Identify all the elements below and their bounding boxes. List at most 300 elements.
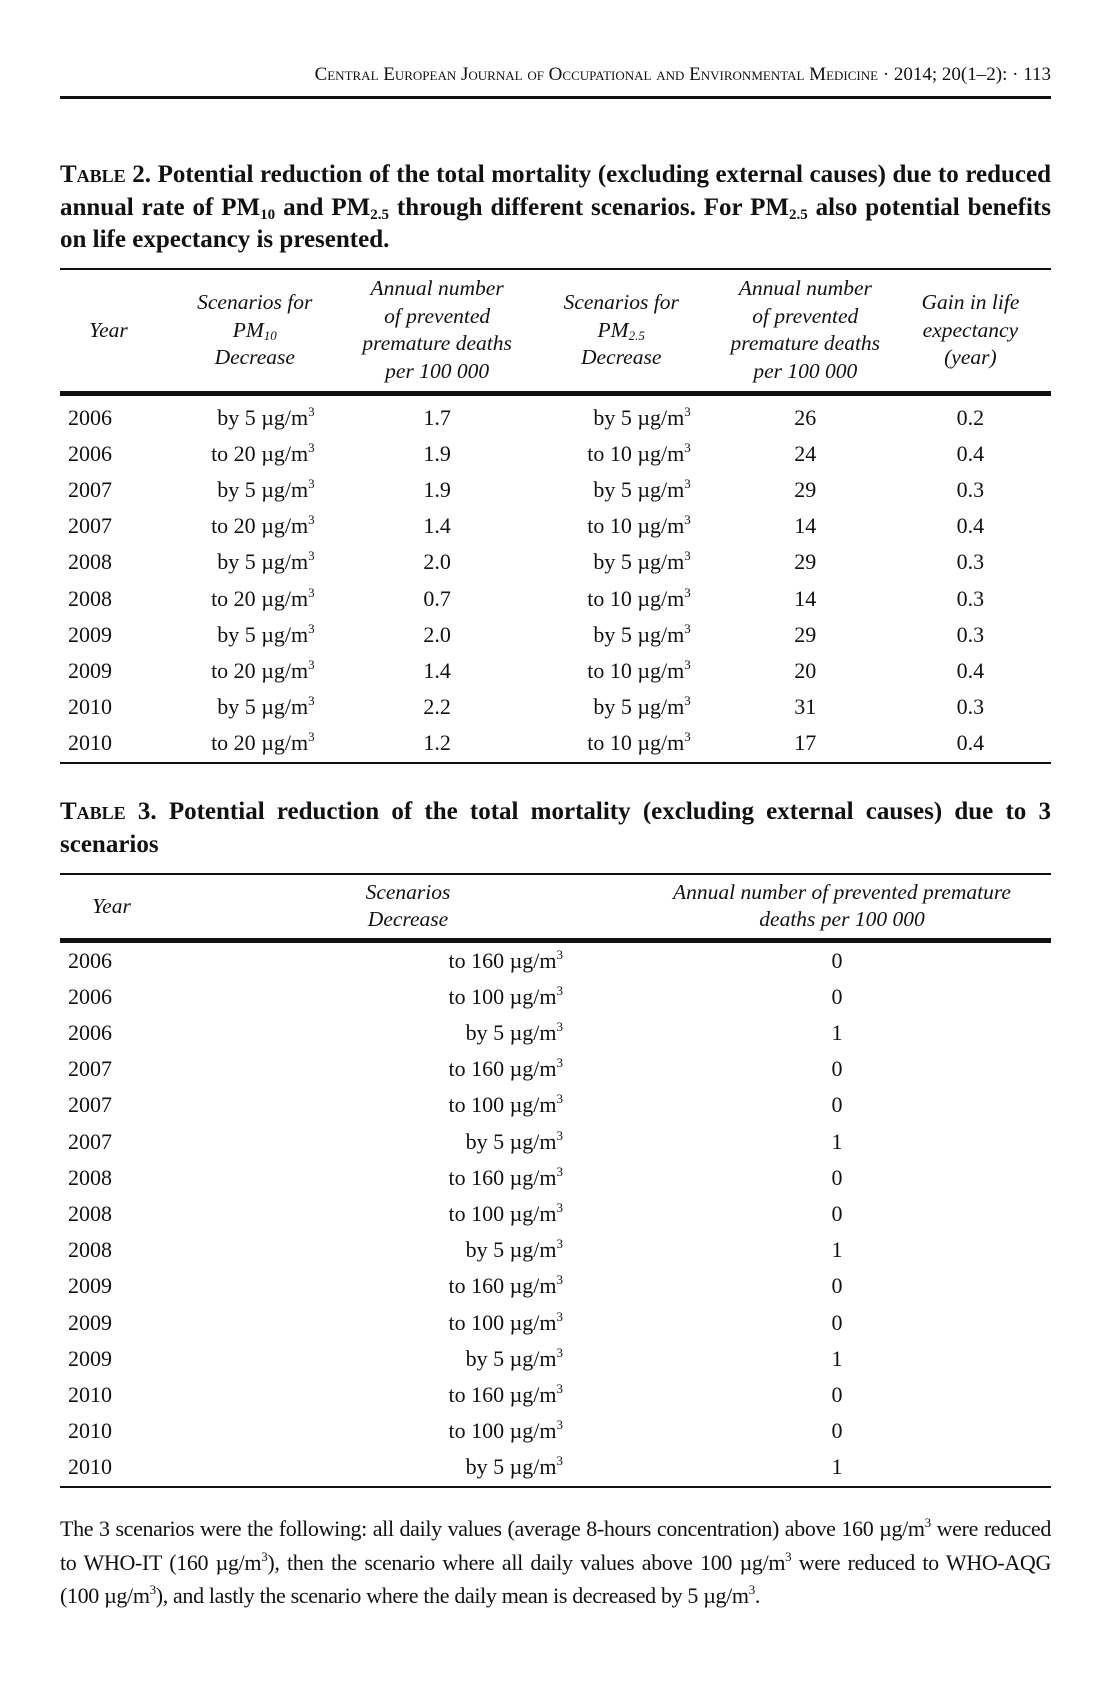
scenario-value: to 160 bbox=[448, 1381, 510, 1407]
value: 0.3 bbox=[956, 585, 985, 611]
footnote-text: The 3 scenarios were the following: all daily values (average 8-hours concentration) above 160 µg/m bbox=[60, 1516, 925, 1541]
year: 2010 bbox=[68, 730, 112, 756]
journal-name: Central European Journal of Occupational and Environmental Medicine bbox=[314, 64, 879, 85]
table-row bbox=[60, 689, 1051, 725]
deaths-cell bbox=[563, 1232, 1051, 1268]
value: 1 bbox=[831, 1019, 843, 1045]
value: 1.4 bbox=[423, 657, 451, 683]
year-cell bbox=[60, 689, 157, 725]
header-text: Scenarios for bbox=[197, 290, 313, 314]
pm25-deaths-cell bbox=[721, 689, 890, 725]
unit: µg/m bbox=[261, 476, 309, 502]
deaths-cell bbox=[563, 1051, 1051, 1087]
value: 0 bbox=[831, 1056, 843, 1082]
scenario-value: by 5 bbox=[465, 1345, 510, 1371]
unit: µg/m bbox=[509, 983, 557, 1009]
unit-exponent: 3 bbox=[684, 548, 691, 564]
scenario-value: to 10 bbox=[587, 585, 638, 611]
header-rule bbox=[60, 96, 1051, 99]
scenario-value: by 5 bbox=[217, 694, 262, 720]
unit: µg/m bbox=[509, 1345, 557, 1371]
value: 1 bbox=[831, 1237, 843, 1263]
unit-exponent: 3 bbox=[684, 656, 691, 672]
header-text: (year) bbox=[944, 345, 997, 369]
deaths-cell bbox=[563, 1087, 1051, 1123]
year-cell bbox=[60, 544, 157, 580]
unit: µg/m bbox=[637, 621, 685, 647]
unit: µg/m bbox=[637, 585, 685, 611]
value: 29 bbox=[794, 621, 817, 647]
scenario-value: to 10 bbox=[587, 730, 638, 756]
scenario-value: by 5 bbox=[465, 1237, 510, 1263]
col-year-header bbox=[60, 874, 163, 940]
value: 0 bbox=[831, 1309, 843, 1335]
pm10-scenario-cell bbox=[157, 689, 353, 725]
unit: µg/m bbox=[261, 404, 309, 430]
table3-label: Table 3. bbox=[60, 798, 157, 825]
superscript: 3 bbox=[785, 1548, 792, 1564]
table-row bbox=[60, 1160, 1051, 1196]
year-cell bbox=[60, 1124, 163, 1160]
table-row bbox=[60, 1449, 1051, 1486]
pm25-scenario-cell bbox=[522, 393, 721, 436]
pm10-scenario-cell bbox=[157, 544, 353, 580]
pm25-deaths-cell bbox=[721, 725, 890, 762]
unit-exponent: 3 bbox=[684, 439, 691, 455]
unit-exponent: 3 bbox=[556, 946, 563, 962]
unit: µg/m bbox=[261, 730, 309, 756]
unit: µg/m bbox=[261, 440, 309, 466]
pm10-scenario-cell bbox=[157, 472, 353, 508]
scenario-value: by 5 bbox=[465, 1128, 510, 1154]
year-cell bbox=[60, 1232, 163, 1268]
gain-cell bbox=[890, 508, 1051, 544]
header-text: of prevented bbox=[752, 303, 859, 328]
unit: µg/m bbox=[261, 694, 309, 720]
scenario-cell bbox=[163, 1268, 563, 1304]
unit-exponent: 3 bbox=[556, 1018, 563, 1034]
year: 2006 bbox=[68, 1019, 112, 1045]
pm10-deaths-cell bbox=[353, 689, 522, 725]
table-row bbox=[60, 1341, 1051, 1377]
year-cell bbox=[60, 617, 157, 653]
unit-exponent: 3 bbox=[308, 475, 315, 491]
scenario-value: to 20 bbox=[211, 585, 262, 611]
year: 2010 bbox=[68, 1418, 112, 1444]
scenario-cell bbox=[163, 1377, 563, 1413]
year: 2008 bbox=[68, 549, 112, 575]
year-cell bbox=[60, 393, 157, 436]
pm10-deaths-cell bbox=[353, 544, 522, 580]
value: 0 bbox=[831, 983, 843, 1009]
scenario-value: to 160 bbox=[448, 1056, 510, 1082]
col-year-header bbox=[60, 269, 157, 393]
value: 0 bbox=[831, 1200, 843, 1226]
scenario-value: by 5 bbox=[217, 476, 262, 502]
value: 1.4 bbox=[423, 513, 451, 539]
scenario-value: by 5 bbox=[593, 621, 638, 647]
year-cell bbox=[60, 1015, 163, 1051]
unit-exponent: 3 bbox=[556, 1453, 563, 1469]
year-cell bbox=[60, 1413, 163, 1449]
pm10-deaths-cell bbox=[353, 508, 522, 544]
unit: µg/m bbox=[261, 549, 309, 575]
table-row bbox=[60, 1232, 1051, 1268]
year: 2007 bbox=[68, 476, 112, 502]
table-row bbox=[60, 1413, 1051, 1449]
table3-caption bbox=[60, 796, 1051, 861]
unit-exponent: 3 bbox=[556, 1199, 563, 1215]
table-row bbox=[60, 1051, 1051, 1087]
scenario-value: to 100 bbox=[448, 983, 510, 1009]
value: 20 bbox=[794, 657, 817, 683]
deaths-cell bbox=[563, 1196, 1051, 1232]
unit: µg/m bbox=[637, 549, 685, 575]
scenario-cell bbox=[163, 1124, 563, 1160]
deaths-cell bbox=[563, 1268, 1051, 1304]
scenario-value: to 20 bbox=[211, 730, 262, 756]
pm10-scenario-cell bbox=[157, 581, 353, 617]
pm10-deaths-cell bbox=[353, 393, 522, 436]
year: 2006 bbox=[68, 983, 112, 1009]
col-scenario-header bbox=[163, 874, 563, 940]
value: 0.4 bbox=[956, 513, 985, 539]
scenario-value: to 20 bbox=[211, 513, 262, 539]
running-head bbox=[60, 64, 1051, 86]
unit-exponent: 3 bbox=[556, 1272, 563, 1288]
pm10-scenario-cell bbox=[157, 508, 353, 544]
header-text: Gain in life bbox=[921, 290, 1020, 314]
table2-header-row bbox=[60, 269, 1051, 393]
unit-exponent: 3 bbox=[556, 1091, 563, 1107]
unit-exponent: 3 bbox=[684, 403, 691, 419]
header-text: Annual number bbox=[738, 276, 872, 301]
caption-text: and PM bbox=[275, 193, 371, 221]
scenario-value: by 5 bbox=[465, 1019, 510, 1045]
year: 2006 bbox=[68, 440, 112, 466]
value: 0 bbox=[831, 1164, 843, 1190]
gain-cell bbox=[890, 544, 1051, 580]
table-row bbox=[60, 617, 1051, 653]
unit-exponent: 3 bbox=[556, 1308, 563, 1324]
footnote-text: were reduced to WHO-AQG (100 µg/m bbox=[60, 1549, 1052, 1608]
year-cell bbox=[60, 979, 163, 1015]
pm25-scenario-cell bbox=[522, 544, 721, 580]
value: 14 bbox=[794, 585, 817, 611]
caption-text: also potential benefits on life expectancy is presented. bbox=[60, 193, 1051, 253]
pm10-scenario-cell bbox=[157, 393, 353, 436]
unit-exponent: 3 bbox=[684, 475, 691, 491]
subscript: 2.5 bbox=[628, 327, 645, 343]
header-text: expectancy bbox=[922, 317, 1019, 342]
year-cell bbox=[60, 508, 157, 544]
unit-exponent: 3 bbox=[308, 439, 315, 455]
scenario-value: to 100 bbox=[448, 1092, 510, 1118]
header-text: Decrease bbox=[214, 345, 295, 369]
unit: µg/m bbox=[509, 1418, 557, 1444]
scenario-value: to 10 bbox=[587, 513, 638, 539]
year-cell bbox=[60, 1087, 163, 1123]
scenario-cell bbox=[163, 1341, 563, 1377]
subscript: 10 bbox=[263, 327, 277, 343]
scenario-cell bbox=[163, 1232, 563, 1268]
gain-cell bbox=[890, 617, 1051, 653]
scenario-value: by 5 bbox=[593, 694, 638, 720]
value: 24 bbox=[794, 440, 817, 466]
unit: µg/m bbox=[509, 1019, 557, 1045]
unit: µg/m bbox=[637, 440, 685, 466]
table-row bbox=[60, 1087, 1051, 1123]
pm25-scenario-cell bbox=[522, 617, 721, 653]
unit-exponent: 3 bbox=[684, 729, 691, 745]
superscript: 3 bbox=[149, 1582, 156, 1597]
col-pm25-scenario-header bbox=[522, 269, 721, 393]
deaths-cell bbox=[563, 1341, 1051, 1377]
table2-caption bbox=[60, 159, 1051, 257]
subscript: 2.5 bbox=[370, 206, 389, 223]
unit: µg/m bbox=[261, 513, 309, 539]
pm10-scenario-cell bbox=[157, 725, 353, 762]
col-gain-header bbox=[890, 269, 1051, 393]
table3-body bbox=[60, 940, 1051, 1487]
pm25-deaths-cell bbox=[721, 472, 890, 508]
table-row bbox=[60, 1196, 1051, 1232]
year: 2008 bbox=[68, 1237, 112, 1263]
pm25-deaths-cell bbox=[721, 508, 890, 544]
value: 0 bbox=[831, 1273, 843, 1299]
scenario-value: to 160 bbox=[448, 1164, 510, 1190]
gain-cell bbox=[890, 689, 1051, 725]
caption-text: Potential reduction of the total mortality (excluding external causes) due to 3 scenarios bbox=[60, 798, 1051, 858]
pm25-scenario-cell bbox=[522, 508, 721, 544]
unit-exponent: 3 bbox=[556, 1163, 563, 1179]
superscript: 3 bbox=[261, 1548, 268, 1564]
header-text: Scenarios bbox=[365, 879, 451, 904]
scenario-value: by 5 bbox=[217, 549, 262, 575]
pm25-deaths-cell bbox=[721, 393, 890, 436]
table-row bbox=[60, 472, 1051, 508]
value: 14 bbox=[794, 513, 817, 539]
scenario-value: to 100 bbox=[448, 1200, 510, 1226]
unit: µg/m bbox=[509, 1128, 557, 1154]
table-row bbox=[60, 1377, 1051, 1413]
value: 0.3 bbox=[956, 476, 985, 502]
deaths-cell bbox=[563, 1015, 1051, 1051]
footnote-text: were reduced to WHO-IT (160 µg/m bbox=[60, 1516, 1051, 1575]
gain-cell bbox=[890, 725, 1051, 762]
unit-exponent: 3 bbox=[556, 1055, 563, 1071]
value: 0.2 bbox=[956, 404, 985, 430]
unit: µg/m bbox=[261, 585, 309, 611]
header-text: Annual number bbox=[370, 276, 504, 301]
unit-exponent: 3 bbox=[308, 403, 315, 419]
gain-cell bbox=[890, 436, 1051, 472]
unit-exponent: 3 bbox=[684, 620, 691, 636]
deaths-cell bbox=[563, 1449, 1051, 1486]
header-text: PM bbox=[232, 317, 264, 342]
scenario-value: by 5 bbox=[593, 404, 638, 430]
table3-header-row bbox=[60, 874, 1051, 940]
gain-cell bbox=[890, 581, 1051, 617]
table-row bbox=[60, 725, 1051, 762]
year: 2007 bbox=[68, 1128, 112, 1154]
year: 2010 bbox=[68, 1381, 112, 1407]
unit-exponent: 3 bbox=[684, 693, 691, 709]
table-row bbox=[60, 979, 1051, 1015]
value: 0.3 bbox=[956, 549, 985, 575]
unit-exponent: 3 bbox=[556, 1417, 563, 1433]
pm25-scenario-cell bbox=[522, 472, 721, 508]
value: 1 bbox=[831, 1345, 843, 1371]
unit: µg/m bbox=[509, 1200, 557, 1226]
unit: µg/m bbox=[509, 947, 557, 973]
scenario-value: by 5 bbox=[465, 1454, 510, 1480]
value: 17 bbox=[794, 730, 817, 756]
scenario-value: by 5 bbox=[593, 549, 638, 575]
scenario-cell bbox=[163, 979, 563, 1015]
year-cell bbox=[60, 1196, 163, 1232]
caption-text: Potential reduction of the total mortality (excluding external causes) due to reduced annual rate of PM bbox=[60, 161, 1051, 221]
header-text: Annual number of prevented premature bbox=[673, 879, 1011, 904]
footnote-text: ), and lastly the scenario where the daily mean is decreased by 5 µg/m bbox=[155, 1583, 749, 1608]
table-row bbox=[60, 436, 1051, 472]
year-cell bbox=[60, 1160, 163, 1196]
table2 bbox=[60, 268, 1051, 764]
unit: µg/m bbox=[509, 1454, 557, 1480]
value: 26 bbox=[794, 404, 817, 430]
year-cell bbox=[60, 1449, 163, 1486]
unit-exponent: 3 bbox=[684, 584, 691, 600]
pm25-scenario-cell bbox=[522, 689, 721, 725]
gain-cell bbox=[890, 393, 1051, 436]
pm10-deaths-cell bbox=[353, 581, 522, 617]
subscript: 10 bbox=[260, 206, 276, 223]
table2-body bbox=[60, 393, 1051, 763]
deaths-cell bbox=[563, 1377, 1051, 1413]
scenario-value: to 100 bbox=[448, 1309, 510, 1335]
table-row bbox=[60, 653, 1051, 689]
unit-exponent: 3 bbox=[556, 1236, 563, 1252]
year: 2008 bbox=[68, 1200, 112, 1226]
scenario-value: to 10 bbox=[587, 657, 638, 683]
header-text: Year bbox=[89, 317, 128, 342]
table-row bbox=[60, 393, 1051, 436]
table-row bbox=[60, 1305, 1051, 1341]
year-cell bbox=[60, 725, 157, 762]
col-pm10-deaths-header bbox=[353, 269, 522, 393]
scenario-value: to 160 bbox=[448, 1273, 510, 1299]
col-deaths-header bbox=[563, 874, 1051, 940]
gain-cell bbox=[890, 653, 1051, 689]
pm10-deaths-cell bbox=[353, 472, 522, 508]
pm25-scenario-cell bbox=[522, 725, 721, 762]
year-cell bbox=[60, 472, 157, 508]
col-pm10-scenario-header bbox=[157, 269, 353, 393]
unit: µg/m bbox=[637, 657, 685, 683]
value: 0 bbox=[831, 1092, 843, 1118]
unit-exponent: 3 bbox=[556, 1127, 563, 1143]
value: 1 bbox=[831, 1128, 843, 1154]
header-text: premature deaths bbox=[730, 331, 881, 356]
journal-citation: · 2014; 20(1–2): · 113 bbox=[878, 64, 1051, 85]
year-cell bbox=[60, 1268, 163, 1304]
value: 2.0 bbox=[423, 549, 451, 575]
value: 0.3 bbox=[956, 694, 985, 720]
year: 2010 bbox=[68, 1454, 112, 1480]
value: 1.7 bbox=[423, 404, 451, 430]
value: 0.3 bbox=[956, 621, 985, 647]
scenario-value: to 20 bbox=[211, 440, 262, 466]
scenario-cell bbox=[163, 940, 563, 979]
scenario-cell bbox=[163, 1305, 563, 1341]
superscript: 3 bbox=[924, 1515, 931, 1530]
year: 2008 bbox=[68, 585, 112, 611]
value: 31 bbox=[794, 694, 817, 720]
year: 2009 bbox=[68, 1345, 112, 1371]
unit-exponent: 3 bbox=[556, 1344, 563, 1360]
scenario-cell bbox=[163, 1015, 563, 1051]
value: 29 bbox=[794, 476, 817, 502]
unit: µg/m bbox=[261, 621, 309, 647]
unit-exponent: 3 bbox=[308, 548, 315, 564]
value: 0.4 bbox=[956, 657, 985, 683]
value: 0.4 bbox=[956, 440, 985, 466]
year: 2006 bbox=[68, 947, 112, 973]
subscript: 2.5 bbox=[789, 206, 808, 223]
value: 0.7 bbox=[423, 585, 451, 611]
table-row bbox=[60, 1015, 1051, 1051]
value: 2.0 bbox=[423, 621, 451, 647]
unit: µg/m bbox=[509, 1092, 557, 1118]
pm10-deaths-cell bbox=[353, 436, 522, 472]
scenario-value: by 5 bbox=[217, 621, 262, 647]
value: 0.4 bbox=[956, 730, 985, 756]
unit: µg/m bbox=[509, 1381, 557, 1407]
table3-footnote bbox=[60, 1512, 1051, 1613]
header-text: Year bbox=[92, 893, 131, 918]
unit: µg/m bbox=[509, 1056, 557, 1082]
pm25-scenario-cell bbox=[522, 581, 721, 617]
header-text: Scenarios for bbox=[563, 290, 679, 314]
pm25-deaths-cell bbox=[721, 436, 890, 472]
year-cell bbox=[60, 1341, 163, 1377]
year: 2007 bbox=[68, 1092, 112, 1118]
pm25-scenario-cell bbox=[522, 436, 721, 472]
header-text: per 100 000 bbox=[385, 358, 490, 383]
header-text: Decrease bbox=[581, 345, 662, 369]
unit-exponent: 3 bbox=[308, 620, 315, 636]
table-row bbox=[60, 940, 1051, 979]
deaths-cell bbox=[563, 940, 1051, 979]
unit: µg/m bbox=[637, 730, 685, 756]
col-pm25-deaths-header bbox=[721, 269, 890, 393]
unit-exponent: 3 bbox=[308, 584, 315, 600]
year-cell bbox=[60, 1051, 163, 1087]
year-cell bbox=[60, 1377, 163, 1413]
value: 1.9 bbox=[423, 476, 451, 502]
unit-exponent: 3 bbox=[684, 512, 691, 528]
unit: µg/m bbox=[637, 476, 685, 502]
year-cell bbox=[60, 1305, 163, 1341]
pm25-deaths-cell bbox=[721, 653, 890, 689]
scenario-cell bbox=[163, 1413, 563, 1449]
year-cell bbox=[60, 436, 157, 472]
value: 0 bbox=[831, 1381, 843, 1407]
scenario-cell bbox=[163, 1196, 563, 1232]
year: 2010 bbox=[68, 694, 112, 720]
unit-exponent: 3 bbox=[556, 1380, 563, 1396]
header-text: Decrease bbox=[367, 907, 449, 932]
